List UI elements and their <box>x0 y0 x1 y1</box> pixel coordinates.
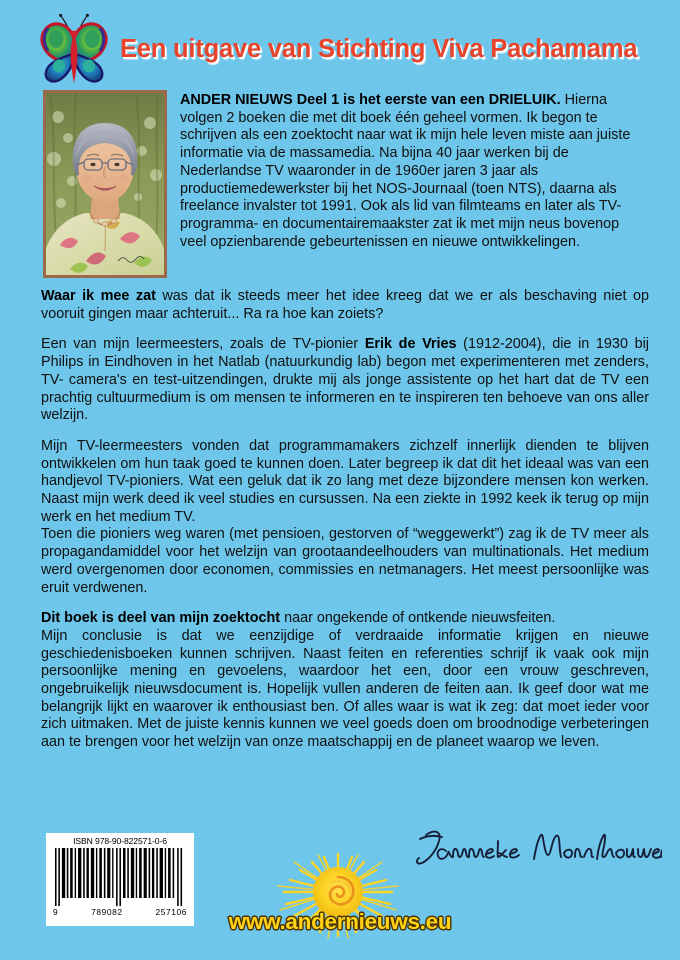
paragraph-text: Toen die pioniers weg waren (met pensioen, gestorven of “weggewerkt”) zag ik de TV meer als propagandamiddel voor het welzijn van grootaandeelhouders van multinationals. Het medium werd overgenomen door economen, commissies en netmanagers. Het meest persoonlijke was eruit verdwenen. <box>41 526 649 596</box>
website-url[interactable]: www.andernieuws.eu <box>228 909 452 934</box>
intro-lead-bold: ANDER NIEUWS Deel 1 is het eerste van een DRIELUIK. <box>180 92 561 108</box>
paragraph-dit-boek <box>41 610 649 628</box>
paragraph-text-after: (1912-2004), die in 1930 bij Philips in Eindhoven in het Natlab (natuurkundig lab) begon met experimenteren met zenders, TV- camera's en test-uitzendingen, drukte mij als jonge assistente op het hart dat de TV een prachtig cultuurmedium is om mensen te informeren en te inspireren ten behoeve van ons aller welzijn. <box>41 336 649 424</box>
barcode-bars <box>53 848 187 906</box>
paragraph-text: naar ongekende of ontkende nieuwsfeiten. <box>280 610 556 627</box>
paragraph-lead-bold: Dit boek is deel van mijn zoektocht <box>41 610 281 627</box>
paragraph-pioniers <box>41 526 649 597</box>
intro-text-block <box>180 92 648 264</box>
paragraph-leermeesters <box>41 438 649 527</box>
intro-paragraph <box>180 92 648 251</box>
butterfly-logo <box>28 8 120 90</box>
barcode-digit-left: 9 <box>53 907 59 917</box>
page-title: Een uitgave van Stichting Viva Pachamama <box>120 34 638 63</box>
barcode-digit-group-1: 789082 <box>91 907 123 917</box>
isbn-label: ISBN 978-90-822571-0-6 <box>73 836 167 846</box>
paragraph-conclusie <box>41 628 649 752</box>
paragraph-text: Een van mijn leermeesters, zoals de TV-pionier <box>41 336 365 353</box>
barcode-digit-group-2: 257106 <box>155 907 187 917</box>
paragraph-erik-de-vries <box>41 336 649 425</box>
author-photo <box>43 90 167 278</box>
author-signature <box>412 823 662 875</box>
paragraph-text: Mijn TV-leermeesters vonden dat programmamakers zichzelf innerlijk dienden te blijven ontwikkelen om hun taak goed te kunnen doen. Later begreep ik dat dit het ideaal was van een handjevol TV-pioniers. Wat een geluk dat ik zo lang met deze bijzondere mensen kon werken. Naast mijn werk deed ik veel studies en cursussen. Na een ziekte in 1992 keek ik terug op mijn werk en het medium TV. <box>41 437 649 525</box>
paragraph-text: was dat ik steeds meer het idee kreeg dat we er als beschaving niet op vooruit gingen maar achteruit... Ra ra hoe kan zoiets? <box>41 288 649 322</box>
inline-bold-name: Erik de Vries <box>364 336 457 353</box>
body-text-block <box>41 288 649 765</box>
intro-rest: Hierna volgen 2 boeken die met dit boek één geheel vormen. Ik begon te schrijven als een zoektocht naar wat ik mijn hele leven miste aan juiste informatie via de massamedia. Na bijna 40 jaar werken bij de Nederlandse TV waaronder in de 1960er jaren 3 jaar als productiemedewerkster bij het NOS-Journaal (toen NTS), daarna als freelance invalster tot 1991. Ook als lid van filmteams en later als TV-programma- en documentairemaakster zat ik met mijn neus bovenop veel opzienbarende gebeurtenissen en nieuwe ontwikkelingen. <box>180 92 631 250</box>
header <box>0 8 680 90</box>
paragraph-waar-ik-mee-zat <box>41 288 649 323</box>
paragraph-lead-bold: Waar ik mee zat <box>41 288 156 304</box>
paragraph-text: Mijn conclusie is dat we eenzijdige of verdraaide informatie krijgen en nieuwe geschiedenisboeken kunnen schrijven. Naast feiten en referenties schrijf ik vaak ook mijn persoonlijke mening en gevoelens, waardoor het een, door een vrouw geschreven, ongebruikelijk nieuwsdocument is. Hopelijk vullen anderen de feiten aan. Ik geef door wat me belangrijk lijkt en waarover ik enthousiast ben. Of alles waar is wat ik zeg: dat moet ieder voor zich uitmaken. Met de juiste kennis kunnen we veel goeds doen om broodnodige verbeteringen aan te brengen voor het welzijn van onze maatschappij en de planeet waarop we leven. <box>41 627 649 751</box>
